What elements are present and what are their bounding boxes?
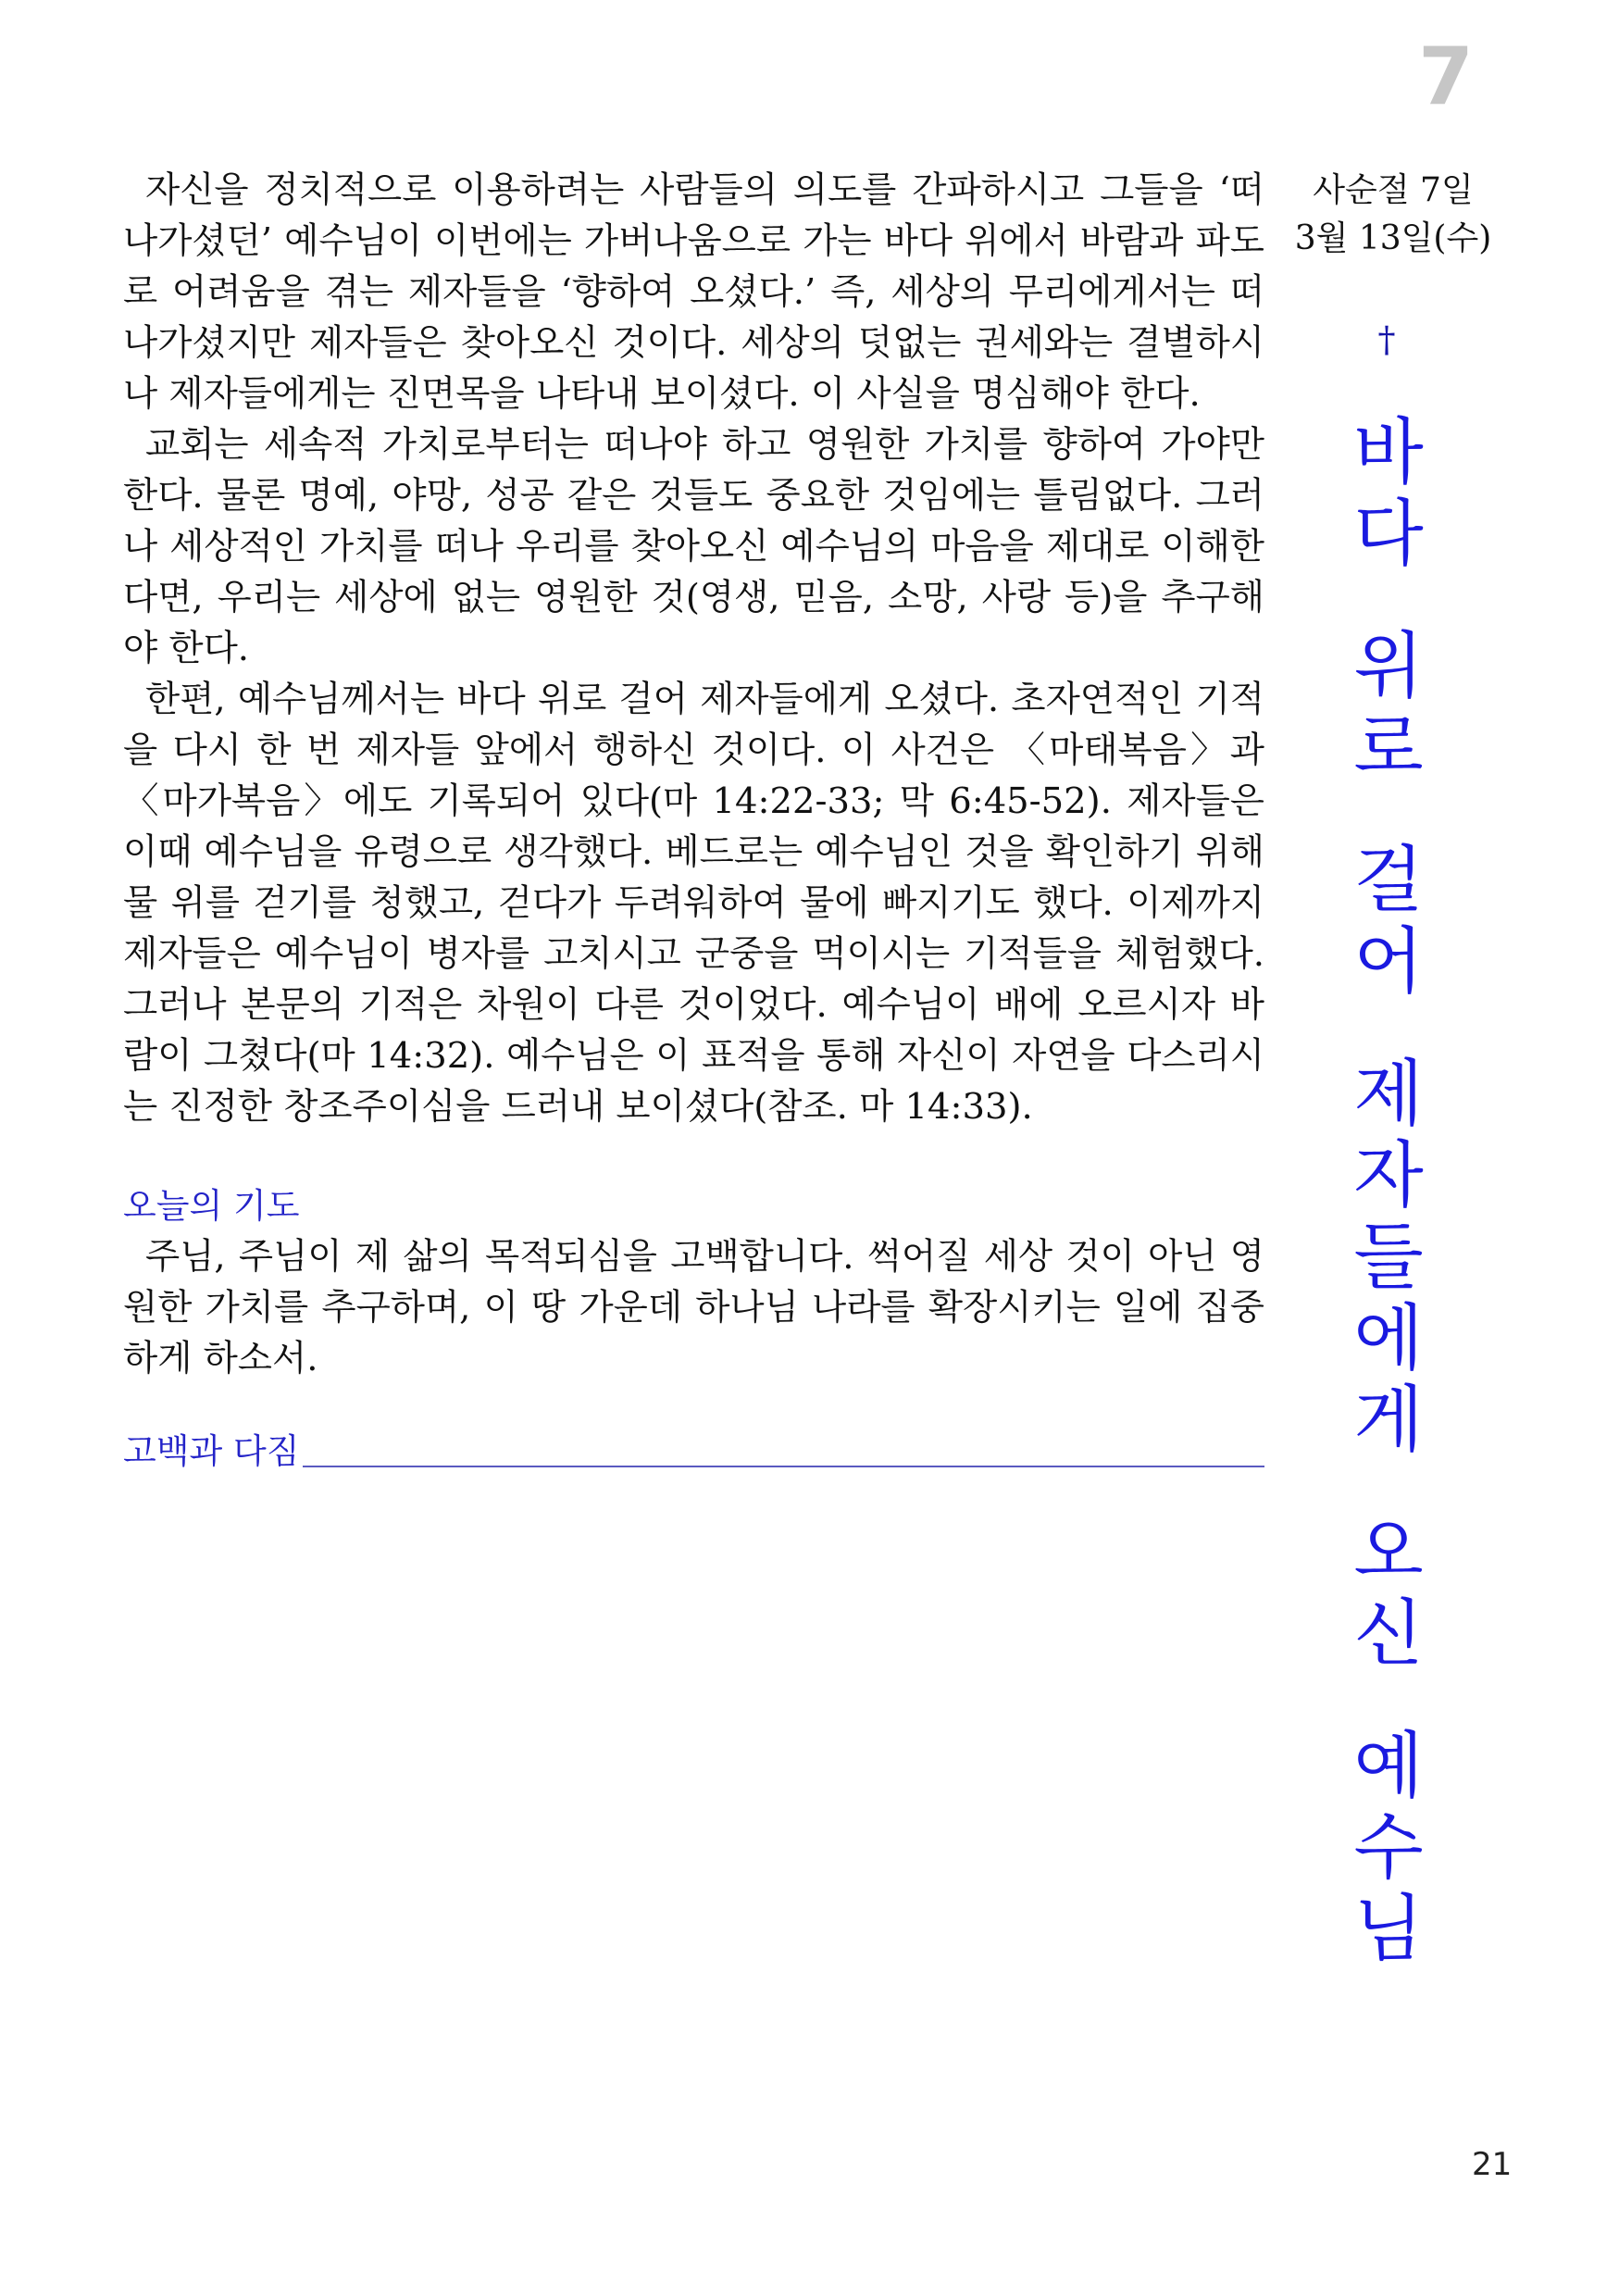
title-char: 로 — [1353, 706, 1424, 790]
title-char: 어 — [1353, 920, 1424, 1004]
title-word — [1353, 1512, 1423, 1675]
devotional-body — [123, 165, 1264, 1477]
title-char: 자 — [1353, 1134, 1424, 1217]
body-paragraph: 교회는 세속적 가치로부터는 떠나야 하고 영원한 가치를 향하여 가야만 한다. 물론 명예, 야망, 성공 같은 것들도 중요한 것임에는 틀림없다. 그러나 세상적인 가치를 떠나 우리를 찾아오신 예수님의 마음을 제대로 이해한다면, 우리는 세상에 없는 영원한 것(영생, 믿음, 소망, 사랑 등)을 추구해야 한다. — [123, 424, 1264, 669]
prayer-heading: 오늘의 기도 — [123, 1186, 300, 1226]
prayer-text: 주님, 주님이 제 삶의 목적되심을 고백합니다. 썩어질 세상 것이 아닌 영원한 가치를 추구하며, 이 땅 가운데 하나님 나라를 확장시키는 일에 집중하게 하소서. — [123, 1236, 1264, 1379]
cross-icon: † — [1377, 319, 1396, 360]
title-char: 다 — [1353, 493, 1424, 576]
page-number: 21 — [1472, 2146, 1513, 2183]
title-char: 에 — [1353, 1297, 1424, 1380]
body-paragraph: 자신을 정치적으로 이용하려는 사람들의 의도를 간파하시고 그들을 ‘떠나가셨던’ 예수님이 이번에는 가버나움으로 가는 바다 위에서 바람과 파도로 어려움을 겪는 제자들을 ‘향하여 오셨다.’ 즉, 세상의 무리에게서는 떠나가셨지만 제자들은 찾아오신 것이다. 세상의 덧없는 권세와는 결별하시나 제자들에게는 진면목을 나타내 보이셨다. 이 사실을 명심해야 한다. — [123, 169, 1264, 415]
day-number-badge: 7 — [1418, 31, 1474, 123]
lent-day-label: 사순절 7일 — [1313, 171, 1474, 209]
title-word — [1353, 840, 1423, 1003]
title-char: 오 — [1353, 1511, 1424, 1594]
title-char: 걸 — [1353, 839, 1424, 922]
body-paragraph: 한편, 예수님께서는 바다 위로 걸어 제자들에게 오셨다. 초자연적인 기적을 다시 한 번 제자들 앞에서 행하신 것이다. 이 사건은 〈마태복음〉과 〈마가복음〉에도 기록되어 있다(마 14:22-33; 막 6:45-52). 제자들은 이때 예수님을 유령으로 생각했다. 베드로는 예수님인 것을 확인하기 위해 물 위를 걷기를 청했고, 걷다가 두려워하여 물에 빠지기도 했다. 이제까지 제자들은 예수님이 병자를 고치시고 군중을 먹이시는 기적들을 체험했다. 그러나 본문의 기적은 차원이 다른 것이었다. 예수님이 배에 오르시자 바람이 그쳤다(마 14:32). 예수님은 이 표적을 통해 자신이 자연을 다스리시는 진정한 창조주이심을 드러내 보이셨다(참조. 마 14:33). — [123, 679, 1264, 1128]
liturgical-date-block — [1277, 167, 1509, 263]
title-char: 수 — [1353, 1806, 1424, 1890]
confession-label: 고백과 다짐 — [123, 1431, 300, 1471]
title-char: 예 — [1353, 1725, 1424, 1808]
title-char: 위 — [1353, 625, 1424, 708]
title-word — [1353, 1054, 1423, 1461]
title-char: 게 — [1353, 1379, 1424, 1462]
title-char: 님 — [1353, 1888, 1424, 1971]
title-char: 제 — [1353, 1053, 1424, 1136]
calendar-date-label: 3월 13일(수) — [1294, 219, 1492, 257]
title-word — [1353, 412, 1423, 575]
title-char: 바 — [1353, 411, 1424, 494]
title-char: 들 — [1353, 1216, 1424, 1299]
title-char: 신 — [1353, 1592, 1424, 1676]
title-word — [1353, 626, 1423, 789]
title-word — [1353, 1726, 1423, 1970]
writing-line[interactable] — [303, 1466, 1264, 1467]
confession-section — [123, 1426, 1264, 1477]
vertical-title — [1328, 412, 1449, 2021]
